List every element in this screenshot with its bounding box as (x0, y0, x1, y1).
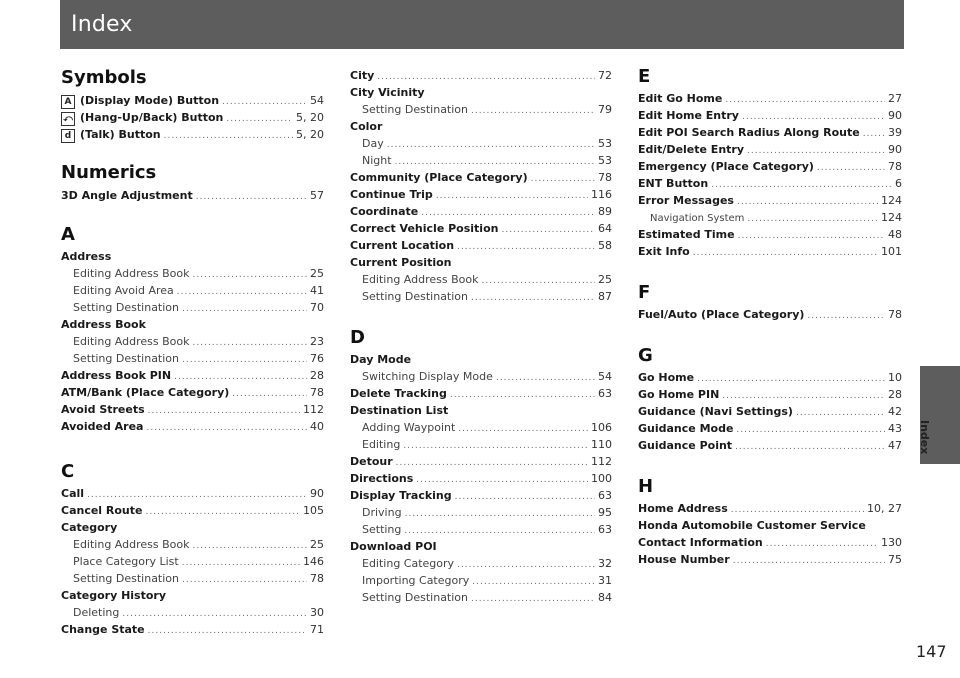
index-entry[interactable]: Exit Info ..... 101 (638, 243, 902, 260)
index-entry[interactable]: Cancel Route ..... 105 (61, 502, 324, 519)
index-subentry[interactable]: Editing ..... 110 (350, 436, 612, 453)
index-subentry[interactable]: Day ..... 53 (350, 135, 612, 152)
index-heading-entry: Destination List (350, 404, 449, 417)
index-entry[interactable]: City ..... 72 (350, 67, 612, 84)
index-heading-entry: Download POI (350, 540, 437, 553)
index-subentry[interactable]: Adding Waypoint ..... 106 (350, 419, 612, 436)
index-entry[interactable]: House Number ..... 75 (638, 551, 902, 568)
index-entry[interactable]: A (Display Mode) Button ..... 54 (61, 92, 324, 109)
section-heading-a: A (61, 224, 75, 245)
index-subentry[interactable]: Setting ..... 63 (350, 521, 612, 538)
index-heading-entry: Honda Automobile Customer Service (638, 519, 866, 532)
index-subentry[interactable]: Night ..... 53 (350, 152, 612, 169)
section-heading-h: H (638, 476, 654, 497)
index-subentry[interactable]: Setting Destination ..... 78 (61, 570, 324, 587)
section-heading-c: C (61, 461, 75, 482)
index-entry[interactable]: Guidance Mode ..... 43 (638, 420, 902, 437)
index-entry[interactable]: Home Address ..... 10, 27 (638, 500, 902, 517)
index-entry[interactable]: Edit/Delete Entry ..... 90 (638, 141, 902, 158)
index-entry[interactable]: Estimated Time ..... 48 (638, 226, 902, 243)
index-entry[interactable]: Display Tracking ..... 63 (350, 487, 612, 504)
index-subentry[interactable]: Deleting ..... 30 (61, 604, 324, 621)
index-entry[interactable]: Current Location ..... 58 (350, 237, 612, 254)
index-entry[interactable]: Fuel/Auto (Place Category) ..... 78 (638, 306, 902, 323)
index-entry[interactable]: Edit POI Search Radius Along Route ..... 39 (638, 124, 902, 141)
index-entry[interactable]: Call ..... 90 (61, 485, 324, 502)
display-mode-icon: A (61, 95, 75, 109)
index-entry[interactable]: ENT Button ..... 6 (638, 175, 902, 192)
index-heading-entry: Current Position (350, 256, 452, 269)
index-heading-entry: Category (61, 521, 118, 534)
index-column-3 (638, 64, 902, 568)
index-entry[interactable]: ATM/Bank (Place Category) ..... 78 (61, 384, 324, 401)
index-subentry[interactable]: Driving ..... 95 (350, 504, 612, 521)
title-bar (60, 0, 904, 49)
index-entry[interactable]: Guidance (Navi Settings) ..... 42 (638, 403, 902, 420)
index-subentry[interactable]: Editing Address Book ..... 25 (350, 271, 612, 288)
section-heading-e: E (638, 66, 651, 87)
index-column-1 (61, 64, 324, 638)
talk-icon: d (61, 129, 75, 143)
index-entry[interactable]: Delete Tracking ..... 63 (350, 385, 612, 402)
index-subentry[interactable]: Setting Destination ..... 70 (61, 299, 324, 316)
index-entry[interactable]: Error Messages ..... 124 (638, 192, 902, 209)
index-entry[interactable]: Directions ..... 100 (350, 470, 612, 487)
page-title: Index (71, 12, 133, 37)
index-subentry[interactable]: Setting Destination ..... 76 (61, 350, 324, 367)
index-entry[interactable]: ⤺ (Hang-Up/Back) Button ..... 5, 20 (61, 109, 324, 126)
section-heading-f: F (638, 282, 651, 303)
index-heading-entry: Address (61, 250, 112, 263)
index-subentry[interactable]: Editing Address Book ..... 25 (61, 265, 324, 282)
index-entry[interactable]: Detour ..... 112 (350, 453, 612, 470)
index-entry[interactable]: Continue Trip ..... 116 (350, 186, 612, 203)
index-subentry[interactable]: Importing Category ..... 31 (350, 572, 612, 589)
section-heading-g: G (638, 345, 653, 366)
index-heading-entry: Day Mode (350, 353, 412, 366)
section-heading-numerics: Numerics (61, 162, 157, 183)
section-heading-d: D (350, 327, 365, 348)
index-subentry[interactable]: Editing Address Book ..... 23 (61, 333, 324, 350)
index-entry[interactable]: Go Home ..... 10 (638, 369, 902, 386)
index-entry[interactable]: Emergency (Place Category) ..... 78 (638, 158, 902, 175)
index-heading-entry: Address Book (61, 318, 146, 331)
index-subentry[interactable]: Editing Avoid Area ..... 41 (61, 282, 324, 299)
index-entry[interactable]: 3D Angle Adjustment ..... 57 (61, 187, 324, 204)
index-entry[interactable]: d (Talk) Button ..... 5, 20 (61, 126, 324, 143)
index-heading-entry: Category History (61, 589, 167, 602)
section-heading-symbols: Symbols (61, 67, 147, 88)
page-number: 147 (916, 642, 947, 661)
index-entry[interactable]: Avoided Area ..... 40 (61, 418, 324, 435)
index-entry[interactable]: Correct Vehicle Position ..... 64 (350, 220, 612, 237)
index-entry[interactable]: Coordinate ..... 89 (350, 203, 612, 220)
index-entry[interactable]: Avoid Streets ..... 112 (61, 401, 324, 418)
side-tab-label: Index (918, 420, 931, 455)
index-entry[interactable]: Edit Go Home ..... 27 (638, 90, 902, 107)
index-entry[interactable]: Edit Home Entry ..... 90 (638, 107, 902, 124)
index-column-2 (350, 67, 612, 606)
index-heading-entry: City Vicinity (350, 86, 425, 99)
index-heading-entry: Color (350, 120, 383, 133)
index-subentry[interactable]: Navigation System ..... 124 (638, 209, 902, 226)
hang-up-back-icon: ⤺ (61, 112, 75, 126)
index-subentry[interactable]: Setting Destination ..... 84 (350, 589, 612, 606)
index-subentry[interactable]: Editing Category ..... 32 (350, 555, 612, 572)
index-entry[interactable]: Go Home PIN ..... 28 (638, 386, 902, 403)
index-entry[interactable]: Guidance Point ..... 47 (638, 437, 902, 454)
index-entry[interactable]: Address Book PIN ..... 28 (61, 367, 324, 384)
index-subentry[interactable]: Switching Display Mode ..... 54 (350, 368, 612, 385)
index-entry[interactable]: Community (Place Category) ..... 78 (350, 169, 612, 186)
index-subentry[interactable]: Place Category List ..... 146 (61, 553, 324, 570)
index-entry[interactable]: Change State ..... 71 (61, 621, 324, 638)
index-entry[interactable]: Contact Information ..... 130 (638, 534, 902, 551)
index-subentry[interactable]: Setting Destination ..... 79 (350, 101, 612, 118)
index-subentry[interactable]: Editing Address Book ..... 25 (61, 536, 324, 553)
index-subentry[interactable]: Setting Destination ..... 87 (350, 288, 612, 305)
